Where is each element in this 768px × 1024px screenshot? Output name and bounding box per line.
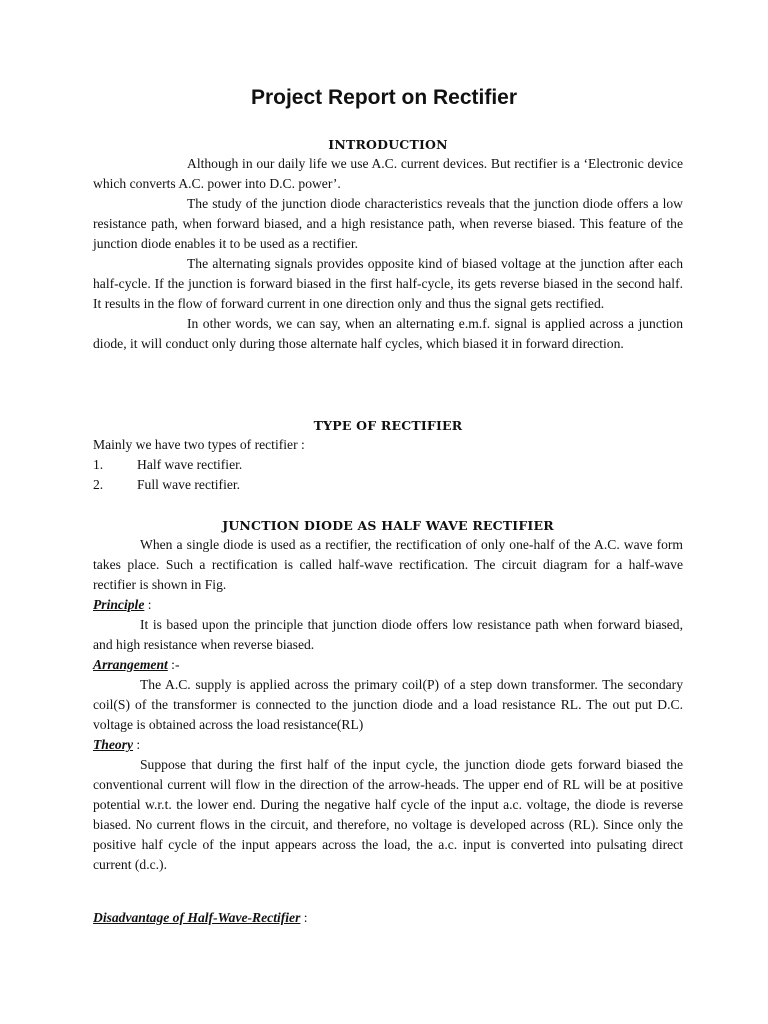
paragraph: It is based upon the principle that junction diode offers low resistance path when forward biased, and high resistance when reverse biased. [93,617,683,652]
list-item [93,455,683,475]
list-item [93,475,683,495]
list-text: Full wave rectifier. [137,477,241,492]
paragraph: In other words, we can say, when an alternating e.m.f. signal is applied across a junction diode, it will conduct only during those alternate half cycles, which biased it in forward direction. [93,316,683,351]
paragraph: The study of the junction diode characteristics reveals that the junction diode offers a low resistance path, when forward biased, and a high resistance path, when reverse biased. This feature of the junction diode enables it to be used as a rectifier. [93,196,683,251]
introduction-section [93,154,683,354]
theory-subheading: Theory : [93,737,141,752]
types-section [93,435,683,495]
page-title: Project Report on Rectifier [250,86,518,109]
half-wave-section [93,535,683,875]
list-number: 1. [93,457,104,472]
types-heading: TYPE OF RECTIFIER [313,418,463,433]
principle-subheading: Principle : [93,597,152,612]
half-wave-heading: JUNCTION DIODE AS HALF WAVE RECTIFIER [222,518,554,533]
disadvantage-subheading: Disadvantage of Half-Wave-Rectifier : [93,910,308,925]
list-text: Half wave rectifier. [137,457,243,472]
paragraph: The alternating signals provides opposite kind of biased voltage at the junction after each half-cycle. If the junction is forward biased in the first half-cycle, its gets reverse biased in the second half. It results in the flow of forward current in one direction only and thus the signal gets rectified. [93,256,683,311]
list-number: 2. [93,477,104,492]
types-intro: Mainly we have two types of rectifier : [93,437,305,452]
introduction-heading: INTRODUCTION [328,137,448,152]
paragraph: Although in our daily life we use A.C. current devices. But rectifier is a ‘Electronic device which converts A.C. power into D.C. power’. [93,156,683,191]
paragraph: When a single diode is used as a rectifier, the rectification of only one-half of the A.C. wave form takes place. Such a rectification is called half-wave rectification. The circuit diagram for a half-wave rectifier is shown in Fig. [93,537,683,592]
paragraph: The A.C. supply is applied across the primary coil(P) of a step down transformer. The secondary coil(S) of the transformer is connected to the junction diode and a load resistance RL. The out put D.C. voltage is obtained across the load resistance(RL) [93,677,683,732]
paragraph: Suppose that during the first half of the input cycle, the junction diode gets forward biased the conventional current will flow in the direction of the arrow-heads. The upper end of RL will be at positive potential w.r.t. the lower end. During the negative half cycle of the input a.c. voltage, the diode is reverse biased. No current flows in the circuit, and therefore, no voltage is developed across (RL). Since only the positive half cycle of the input appears across the load, the a.c. input is converted into pulsating direct current (d.c.). [93,757,683,872]
arrangement-subheading: Arrangement :- [93,657,180,672]
